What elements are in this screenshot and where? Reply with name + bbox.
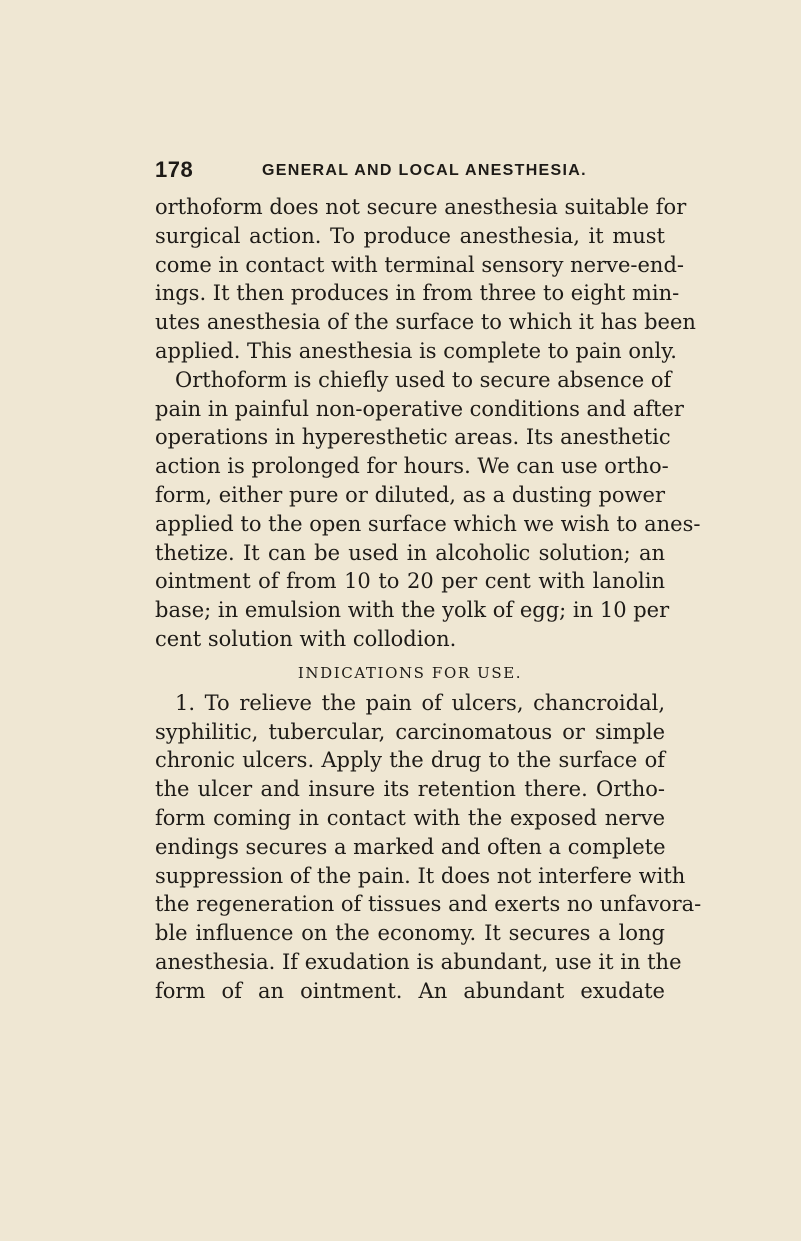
section-heading: INDICATIONS FOR USE. bbox=[297, 663, 523, 682]
text-line: surgical action. To produce anesthesia, it must bbox=[155, 223, 665, 248]
text-line: form, either pure or diluted, as a dusting power bbox=[155, 482, 665, 507]
text-line: form of an ointment. An abundant exudate bbox=[155, 978, 665, 1003]
text-line: anesthesia. If exudation is abundant, use it in the bbox=[155, 949, 682, 974]
text-line: come in contact with terminal sensory nerve-end- bbox=[155, 252, 684, 277]
text-line: thetize. It can be used in alcoholic solution; an bbox=[155, 540, 665, 565]
paragraph-1 bbox=[155, 193, 696, 366]
text-line: form coming in contact with the exposed nerve bbox=[155, 805, 665, 830]
text-line: utes anesthesia of the surface to which it has been bbox=[155, 310, 696, 335]
page-number: 178 bbox=[155, 157, 194, 182]
text-line: syphilitic, tubercular, carcinomatous or simple bbox=[155, 719, 665, 744]
paragraph-2 bbox=[155, 366, 701, 654]
text-line: cent solution with collodion. bbox=[155, 626, 457, 651]
text-line: the ulcer and insure its retention there. Ortho- bbox=[155, 777, 665, 802]
text-line: ble influence on the economy. It secures a long bbox=[155, 921, 665, 946]
body-text bbox=[155, 193, 702, 1006]
text-line: action is prolonged for hours. We can use ortho- bbox=[155, 454, 669, 479]
text-line: chronic ulcers. Apply the drug to the surface of bbox=[155, 748, 665, 773]
paragraph-3 bbox=[155, 689, 702, 1006]
text-line: orthoform does not secure anesthesia suitable for bbox=[155, 195, 687, 219]
text-line: pain in painful non-operative conditions and after bbox=[155, 396, 684, 421]
text-line: the regeneration of tissues and exerts no unfavora- bbox=[155, 892, 702, 917]
running-title: GENERAL AND LOCAL ANESTHESIA. bbox=[262, 162, 587, 179]
text-line: ings. It then produces in from three to eight min- bbox=[155, 281, 680, 306]
text-line: endings secures a marked and often a complete bbox=[155, 834, 666, 859]
text-line: 1. To relieve the pain of ulcers, chancroidal, bbox=[175, 690, 665, 715]
text-line: ointment of from 10 to 20 per cent with lanolin bbox=[155, 569, 665, 594]
text-line: base; in emulsion with the yolk of egg; in 10 per bbox=[155, 598, 670, 623]
text-line: applied. This anesthesia is complete to pain only. bbox=[155, 338, 677, 363]
page-header bbox=[155, 157, 675, 187]
text-line: operations in hyperesthetic areas. Its anesthetic bbox=[155, 425, 671, 450]
text-line: applied to the open surface which we wish to anes- bbox=[155, 511, 701, 536]
text-line: suppression of the pain. It does not interfere with bbox=[155, 863, 686, 888]
text-line: Orthoform is chiefly used to secure absence of bbox=[175, 367, 672, 392]
